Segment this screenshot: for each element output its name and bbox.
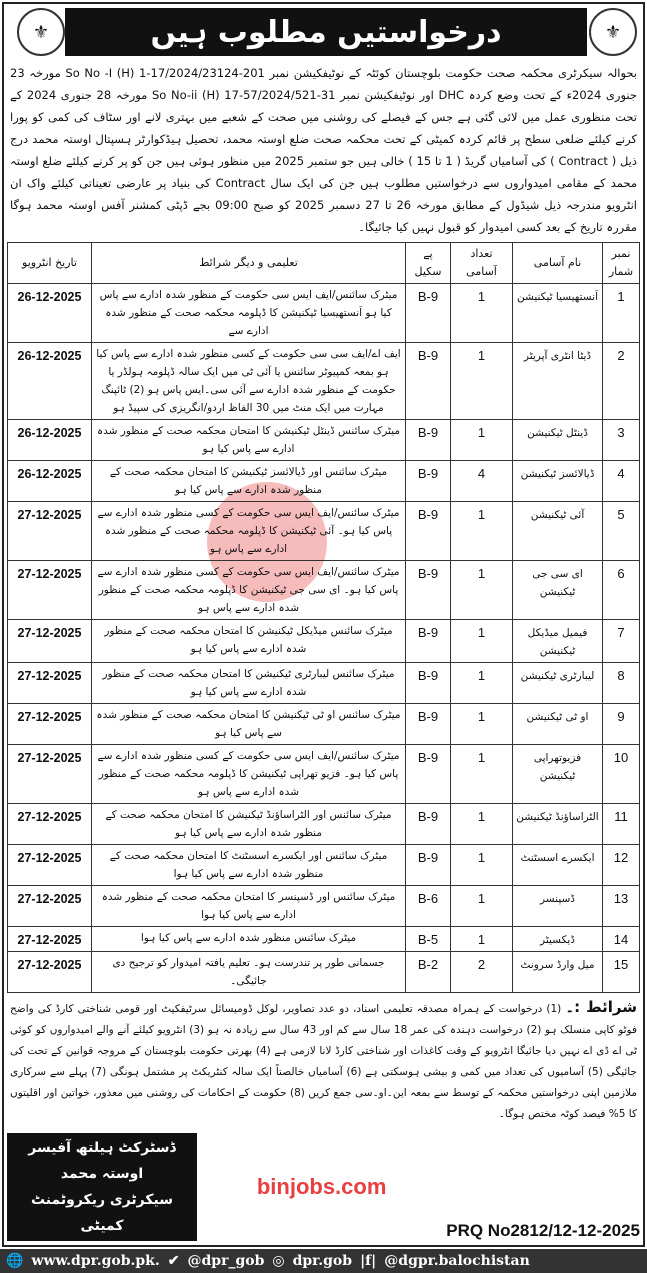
header xyxy=(7,8,640,58)
cell-scale: B-9 xyxy=(406,620,451,663)
cell-scale: B-6 xyxy=(406,886,451,927)
table-row xyxy=(8,663,640,704)
cell-scale: B-9 xyxy=(406,420,451,461)
cell-date: 27-12-2025 xyxy=(8,886,92,927)
cell-scale: B-9 xyxy=(406,804,451,845)
cell-name: ڈینٹل ٹیکنیشن xyxy=(513,420,603,461)
cell-scale: B-9 xyxy=(406,284,451,343)
column-header: نمبر شمار xyxy=(603,243,640,284)
cell-scale: B-2 xyxy=(406,952,451,993)
cell-count: 1 xyxy=(451,620,513,663)
instagram-icon: ◎ xyxy=(272,1253,285,1269)
cell-scale: B-9 xyxy=(406,343,451,420)
cell-cond: ایف اے/ایف سی سی حکومت کے کسی منظور شدہ ادارے سے پاس کیا ہو بمعہ کمپیوٹر سائنس یا آئی ٹی میں ایک سالہ ڈپلومہ ہولڈر یا حکومت کے منظور شدہ ادارے سے آئی سی۔ایس پاس ہو (2) ٹائپنگ مہارت میں ایک منٹ میں 30 الفاظ اردو/انگریزی کی سپیڈ ہو xyxy=(92,343,406,420)
facebook-handle[interactable]: @dgpr.balochistan xyxy=(384,1253,530,1269)
cell-name: الٹراساؤنڈ ٹیکنیشن xyxy=(513,804,603,845)
column-header: تاریخ انٹرویو xyxy=(8,243,92,284)
cell-date: 26-12-2025 xyxy=(8,343,92,420)
table-row xyxy=(8,927,640,952)
column-header: نام آسامی xyxy=(513,243,603,284)
table-row xyxy=(8,420,640,461)
twitter-handle[interactable]: @dpr_gob xyxy=(187,1253,265,1269)
cell-count: 1 xyxy=(451,745,513,804)
cell-no: 5 xyxy=(603,502,640,561)
cell-count: 1 xyxy=(451,886,513,927)
cell-no: 11 xyxy=(603,804,640,845)
instagram-handle[interactable]: dpr.gob xyxy=(292,1253,353,1269)
table-row xyxy=(8,461,640,502)
cell-cond: میٹرک سائنس لیبارٹری ٹیکنیشن کا امتحان محکمہ صحت کے منظور شدہ ادارے سے پاس کیا ہو xyxy=(92,663,406,704)
cell-count: 4 xyxy=(451,461,513,502)
table-row xyxy=(8,845,640,886)
cell-no: 2 xyxy=(603,343,640,420)
cell-no: 6 xyxy=(603,561,640,620)
cell-name: فزیوتھراپی ٹیکنیشن xyxy=(513,745,603,804)
cell-cond: جسمانی طور پر تندرست ہو۔ تعلیم یافتہ امیدوار کو ترجیح دی جائیگی۔ xyxy=(92,952,406,993)
table-row xyxy=(8,745,640,804)
table-row xyxy=(8,952,640,993)
table-wrapper xyxy=(7,242,640,993)
cell-cond: میٹرک سائنس او ٹی ٹیکنیشن کا امتحان محکمہ صحت کے منظور شدہ سے پاس کیا ہو xyxy=(92,704,406,745)
table-row xyxy=(8,343,640,420)
column-header: تعلیمی و دیگر شرائط xyxy=(92,243,406,284)
signature-block xyxy=(7,1133,197,1241)
bottom-row xyxy=(7,1133,640,1241)
cell-date: 27-12-2025 xyxy=(8,845,92,886)
cell-name: او ٹی ٹیکنیشن xyxy=(513,704,603,745)
cell-date: 26-12-2025 xyxy=(8,461,92,502)
cell-cond: میٹرک سائنس اور ایکسرے اسسٹنٹ کا امتحان محکمہ صحت کے منظور شدہ ادارے سے پاس کیا ہوا xyxy=(92,845,406,886)
cell-no: 3 xyxy=(603,420,640,461)
cell-scale: B-9 xyxy=(406,663,451,704)
column-header: تعداد آسامی xyxy=(451,243,513,284)
cell-cond: میٹرک سائنس اور ڈیالائسز ٹیکنیشن کا امتحان محکمہ صحت کے منظور شدہ ادارے سے پاس کیا ہو xyxy=(92,461,406,502)
cell-count: 1 xyxy=(451,663,513,704)
cell-cond: میٹرک سائنس اور ڈسپنسر کا امتحان محکمہ صحت کے منظور شدہ ادارے سے پاس کیا ہوا xyxy=(92,886,406,927)
cell-name: ڈسپنسر xyxy=(513,886,603,927)
cell-date: 27-12-2025 xyxy=(8,620,92,663)
right-emblem-icon: ⚜ xyxy=(589,8,637,56)
cell-count: 1 xyxy=(451,845,513,886)
cell-scale: B-5 xyxy=(406,927,451,952)
cell-count: 2 xyxy=(451,952,513,993)
cell-name: میل وارڈ سرونٹ xyxy=(513,952,603,993)
terms-label: شرائط :۔ xyxy=(565,998,637,1016)
table-row xyxy=(8,284,640,343)
vacancy-table xyxy=(7,242,640,993)
cell-name: ڈیالائسز ٹیکنیشن xyxy=(513,461,603,502)
cell-cond: میٹرک سائنس میڈیکل ٹیکنیشن کا امتحان محکمہ صحت کے منظور شدہ ادارے سے پاس کیا ہو xyxy=(92,620,406,663)
cell-cond: میٹرک سائنس اور الٹراساؤنڈ ٹیکنیشن کا امتحان محکمہ صحت کے منظور شدہ ادارے سے پاس کیا ہو xyxy=(92,804,406,845)
terms-section xyxy=(7,993,640,1125)
cell-count: 1 xyxy=(451,561,513,620)
cell-no: 1 xyxy=(603,284,640,343)
cell-name: ای سی جی ٹیکنیشن xyxy=(513,561,603,620)
table-row xyxy=(8,804,640,845)
signature-line2: سیکرٹری ریکروٹمنٹ کمیٹی xyxy=(30,1192,174,1234)
signature-line1: ڈسٹرکٹ ہیلتھ آفیسر اوستہ محمد xyxy=(28,1140,176,1182)
cell-count: 1 xyxy=(451,343,513,420)
cell-no: 10 xyxy=(603,745,640,804)
website-link[interactable]: www.dpr.gob.pk. xyxy=(31,1253,160,1269)
cell-name: لیبارٹری ٹیکنیشن xyxy=(513,663,603,704)
ad-title: درخواستیں مطلوب ہیں xyxy=(65,8,587,56)
cell-no: 9 xyxy=(603,704,640,745)
intro-paragraph: بحوالہ سیکرٹری محکمہ صحت حکومت بلوچستان کوئٹہ کے نوٹیفکیشن نمبر So No -I (H) 1-17/2024/23124-201 مورخہ 23 جنوری 2024ء کے تحت وضع کردہ DHC اور نوٹیفکیشن نمبر So No-ii (H) 17-57/2024/521-31 مورخہ 28 جنوری 2024 کے تحت منظوری عمل میں لائی گئی ہے جس کے فیصلے کی روشنی میں صحت کے شعبے میں بہتری لانے اور سٹاف کی کمی کو پورا کرنے کیلئے ضلعی سطح پر قائم کردہ کمیٹی کے تحت محکمہ صحت ضلع اوستہ محمد، تحصیل ہیڈکوارٹر ہسپتال اوستہ محمد درج ذیل ( Contract ) کی آسامیاں گریڈ ( 1 تا 15 ) خالی ہیں جو ستمبر 2025 میں منظور ہوئی ہیں جن کو پر کرنے کیلئے ضلع اوستہ محمد کے مقامی امیدواروں سے درخواستیں مطلوب ہیں جن کی ایک سال Contract کی بنیاد پر عارضی تعیناتی کیلئے واک ان انٹرویو مندرجہ ذیل شیڈول کے مطابق مورخہ 26 تا 27 دسمبر 2025 کو صبح 09:00 بجے ڈپٹی کمشنر آفس اوستہ محمد ہوگا مقررہ تاریخ کے بعد کسی امیدوار کو قبول نہیں کیا جائیگا۔ xyxy=(10,66,638,234)
cell-no: 14 xyxy=(603,927,640,952)
left-emblem-icon: ⚜ xyxy=(17,8,65,56)
cell-cond: میٹرک سائنس/ایف ایس سی حکومت کے کسی منظور شدہ ادارے سے پاس کیا ہو۔ ای سی جی ٹیکنیشن کا ڈپلومہ محکمہ صحت کے منظور شدہ ادارے سے پاس ہو xyxy=(92,561,406,620)
terms-text: (1) درخواست کے ہمراہ مصدقہ تعلیمی اسناد، دو عدد تصاویر، لوکل ڈومیسائل سرٹیفکیٹ اور قومی شناختی کارڈ کی واضح فوٹو کاپی منسلک ہو (2) درخواست دہندہ کی عمر 18 سال سے کم اور 43 سال سے زیادہ نہ ہو (3) انٹرویو کیلئے آنے والے امیدواروں کو کوئی ٹی اے ڈی اے نہیں دیا جائیگا انٹرویو کے وقت کاغذات اور شناختی کارڈ لانا لازمی ہے (4) بھرتی حکومت بلوچستان کے مروجہ قوانین کے تحت کی جائیگی (5) آسامیوں کی تعداد میں کمی و بیشی ہوسکتی ہے (6) آسامیاں خالصتاً ایک سالہ کنٹریکٹ پر مشتمل ہونگی (7) پہلے سے سرکاری ملازمین اپنی درخواستیں محکمہ کے توسط سے بمعہ این۔او۔سی جمع کریں (8) حکومت کے احکامات کی روشنی میں معذور، خواتین اور اقلیتوں کا 5% فیصد کوٹہ مختص ہوگا۔ xyxy=(10,1003,638,1120)
twitter-icon: ✔ xyxy=(167,1253,180,1269)
cell-scale: B-9 xyxy=(406,845,451,886)
column-header: پے سکیل xyxy=(406,243,451,284)
cell-name: اَنستھیسیا ٹیکنیشن xyxy=(513,284,603,343)
cell-count: 1 xyxy=(451,284,513,343)
table-row xyxy=(8,886,640,927)
cell-cond: میٹرک سائنس/ایف ایس سی حکومت کے منظور شدہ ادارے سے پاس کیا ہو اَنستھیسیا ٹیکنیشن کا ڈپلومہ محکمہ صحت کے منظور شدہ ادارے سے xyxy=(92,284,406,343)
cell-count: 1 xyxy=(451,420,513,461)
cell-count: 1 xyxy=(451,704,513,745)
cell-date: 26-12-2025 xyxy=(8,420,92,461)
cell-count: 1 xyxy=(451,502,513,561)
prq-number: PRQ No2812/12-12-2025 xyxy=(446,1221,640,1240)
cell-name: فیمیل میڈیکل ٹیکنیشن xyxy=(513,620,603,663)
cell-count: 1 xyxy=(451,927,513,952)
cell-count: 1 xyxy=(451,804,513,845)
cell-no: 8 xyxy=(603,663,640,704)
cell-no: 7 xyxy=(603,620,640,663)
cell-cond: میٹرک سائنس/ایف ایس سی حکومت کے کسی منظور شدہ ادارے سے پاس کیا ہو۔ فزیو تھراپی ٹیکنیشن کا ڈپلومہ محکمہ صحت کے منظور شدہ ادارے سے پاس ہو xyxy=(92,745,406,804)
table-row xyxy=(8,502,640,561)
cell-cond: میٹرک سائنس منظور شدہ ادارے سے پاس کیا ہوا xyxy=(92,927,406,952)
advertisement-frame xyxy=(2,2,645,1247)
cell-date: 27-12-2025 xyxy=(8,745,92,804)
cell-no: 4 xyxy=(603,461,640,502)
table-row xyxy=(8,561,640,620)
cell-scale: B-9 xyxy=(406,561,451,620)
cell-scale: B-9 xyxy=(406,502,451,561)
cell-name: ڈیکسیٹر xyxy=(513,927,603,952)
cell-no: 13 xyxy=(603,886,640,927)
footer-bar xyxy=(0,1249,647,1273)
cell-scale: B-9 xyxy=(406,461,451,502)
cell-name: آئی ٹیکنیشن xyxy=(513,502,603,561)
table-row xyxy=(8,620,640,663)
cell-scale: B-9 xyxy=(406,745,451,804)
cell-date: 27-12-2025 xyxy=(8,704,92,745)
cell-date: 27-12-2025 xyxy=(8,804,92,845)
cell-name: ڈیٹا انٹری آپریٹر xyxy=(513,343,603,420)
watermark-text: binjobs.com xyxy=(256,1174,387,1199)
cell-no: 12 xyxy=(603,845,640,886)
cell-date: 27-12-2025 xyxy=(8,927,92,952)
cell-cond: میٹرک سائنس/ایف ایس سی حکومت کے کسی منظور شدہ ادارے سے پاس کیا ہو۔ آئی ٹیکنیشن کا ڈپلومہ محکمہ صحت کے منظور شدہ ادارے سے پاس ہو xyxy=(92,502,406,561)
cell-scale: B-9 xyxy=(406,704,451,745)
cell-date: 27-12-2025 xyxy=(8,561,92,620)
cell-no: 15 xyxy=(603,952,640,993)
cell-date: 27-12-2025 xyxy=(8,663,92,704)
cell-name: ایکسرے اسسٹنٹ xyxy=(513,845,603,886)
cell-date: 27-12-2025 xyxy=(8,502,92,561)
facebook-icon: |f| xyxy=(360,1253,377,1269)
globe-icon: 🌐 xyxy=(6,1253,24,1269)
table-row xyxy=(8,704,640,745)
cell-date: 26-12-2025 xyxy=(8,284,92,343)
cell-date: 27-12-2025 xyxy=(8,952,92,993)
cell-cond: میٹرک سائنس ڈینٹل ٹیکنیشن کا امتحان محکمہ صحت کے منظور شدہ ادارے سے پاس کیا ہو xyxy=(92,420,406,461)
